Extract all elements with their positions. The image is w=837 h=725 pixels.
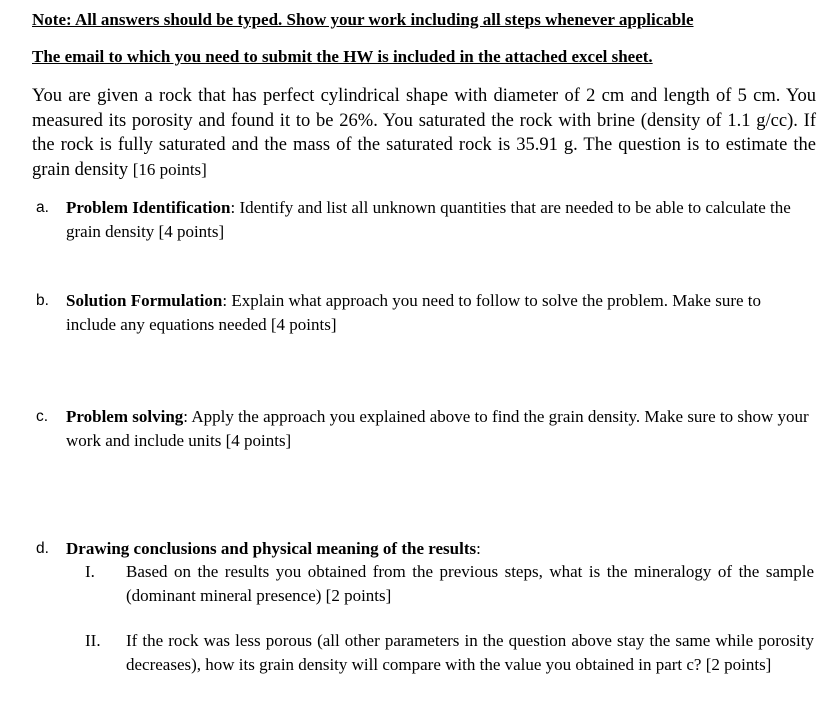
question-b-title: Solution Formulation: [66, 291, 223, 310]
question-a-marker: a.: [36, 199, 49, 216]
question-d-text: :: [476, 539, 481, 558]
question-c: [66, 405, 811, 453]
question-d-marker: d.: [36, 540, 49, 557]
question-a-title: Problem Identification: [66, 198, 231, 217]
question-c-marker: c.: [36, 408, 49, 425]
question-d-title: Drawing conclusions and physical meaning of the results: [66, 539, 477, 558]
question-c-title: Problem solving: [66, 407, 184, 426]
question-b: [66, 289, 811, 337]
subquestion-1: Based on the results you obtained from the previous steps, what is the mineralogy of the sample (dominant mineral presence) [2 points]: [126, 562, 814, 605]
note-typed-answers: Note: All answers should be typed. Show your work including all steps whenever applicable: [32, 10, 694, 29]
question-b-text: : Explain what approach you need to follow to solve the problem. Make sure to include any equations needed [4 points]: [66, 291, 762, 334]
question-b-marker: b.: [36, 292, 49, 309]
problem-statement: [32, 84, 816, 183]
problem-statement-points: [16 points]: [132, 160, 207, 180]
question-a-text: : Identify and list all unknown quantities that are needed to be able to calculate the grain density [4 points]: [66, 198, 791, 241]
subquestion-1-marker: I.: [85, 562, 95, 581]
question-c-text: : Apply the approach you explained above to find the grain density. Make sure to show your work and include units [4 points]: [66, 407, 809, 450]
subquestion-2: If the rock was less porous (all other parameters in the question above stay the same while porosity decreases), how its grain density will compare with the value you obtained in part c? [2 points]: [126, 631, 814, 674]
question-a: [66, 196, 811, 244]
question-d: [66, 537, 811, 561]
subquestion-2-marker: II.: [85, 631, 101, 650]
problem-statement-text: You are given a rock that has perfect cylindrical shape with diameter of 2 cm and length of 5 cm. You measured its porosity and found it to be 26%. You saturated the rock with brine (density of 1.1 g/cc). If the rock is fully saturated and the mass of the saturated rock is 35.91 g. The question is to estimate the grain density: [32, 86, 816, 181]
note-email-submission: The email to which you need to submit the HW is included in the attached excel sheet.: [32, 47, 653, 66]
